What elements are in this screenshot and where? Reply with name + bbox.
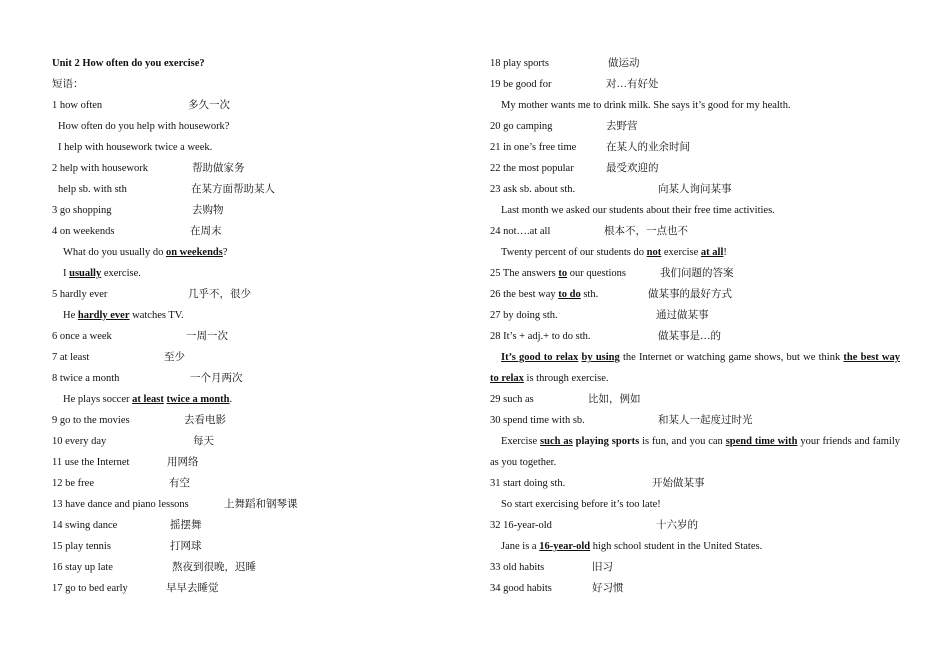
example-28 <box>490 347 900 389</box>
phrase-en: 30 spend time with sb. <box>490 415 585 426</box>
example-23: Last month we asked our students about their free time activities. <box>501 205 775 216</box>
text: Twenty percent of our students do <box>501 247 647 258</box>
phrase-zh: 通过做某事 <box>656 310 709 321</box>
phrase-zh: 做某事的最好方式 <box>648 289 732 300</box>
left-column <box>52 53 452 599</box>
text: What do you usually do <box>63 247 166 258</box>
text: I <box>63 268 70 279</box>
phrase-en: 34 good habits <box>490 583 552 594</box>
text: watches TV. <box>129 310 184 321</box>
phrase-zh: 我们问题的答案 <box>660 268 734 279</box>
text: 26 the best way <box>490 289 559 300</box>
phrase-27 <box>490 305 902 326</box>
text: exercise. <box>101 268 141 279</box>
phrase-zh: 几乎不，很少 <box>188 289 251 300</box>
phrase-en: 17 go to bed early <box>52 583 128 594</box>
phrase-zh: 向某人询问某事 <box>658 184 732 195</box>
phrase-en: 15 play tennis <box>52 541 111 552</box>
phrase-en: 24 not….at all <box>490 226 551 237</box>
key-phrase: 16-year-old <box>539 541 591 552</box>
phrase-13 <box>52 494 452 515</box>
phrase-en: 11 use the Internet <box>52 457 130 468</box>
phrase-9 <box>52 410 452 431</box>
phrase-21 <box>490 137 902 158</box>
phrase-en: 1 how often <box>52 100 103 111</box>
phrase-en: 4 on weekends <box>52 226 115 237</box>
key-phrase: not <box>646 247 662 258</box>
text: sth. <box>580 289 599 300</box>
phrase-zh: 做运动 <box>608 58 640 69</box>
phrase-zh: 帮助做家务 <box>192 163 245 174</box>
phrase-24 <box>490 221 902 242</box>
phrase-en: 6 once a week <box>52 331 112 342</box>
phrase-en: 14 swing dance <box>52 520 118 531</box>
phrase-18 <box>490 53 902 74</box>
phrase-zh: 上舞蹈和钢琴课 <box>224 499 298 510</box>
example-4b <box>52 263 452 284</box>
phrase-zh: 去看电影 <box>184 415 226 426</box>
phrase-en: 19 be good for <box>490 79 552 90</box>
key-phrase: by using <box>581 352 620 363</box>
example-5 <box>52 305 452 326</box>
phrase-zh: 去野营 <box>606 121 638 132</box>
phrase-zh: 在某人的业余时间 <box>606 142 690 153</box>
text: Exercise <box>501 436 541 447</box>
text: your friends and family as you together. <box>490 436 900 468</box>
phrase-en: 22 the most popular <box>490 163 574 174</box>
text: ! <box>723 247 727 258</box>
example-1b: I help with housework twice a week. <box>58 142 213 153</box>
phrase-en: 28 It’s + adj.+ to do sth. <box>490 331 591 342</box>
phrase-zh: 多久一次 <box>188 100 230 111</box>
phrase-en: 27 by doing sth. <box>490 310 558 321</box>
phrase-11 <box>52 452 452 473</box>
phrase-zh: 开始做某事 <box>652 478 705 489</box>
phrase-5 <box>52 284 452 305</box>
phrase-14 <box>52 515 452 536</box>
phrase-en: 29 such as <box>490 394 534 405</box>
phrase-25 <box>490 263 902 284</box>
phrase-2 <box>52 158 452 179</box>
phrase-12 <box>52 473 452 494</box>
text: ? <box>222 247 228 258</box>
phrase-16 <box>52 557 452 578</box>
phrase-15 <box>52 536 452 557</box>
phrase-20 <box>490 116 902 137</box>
example-32 <box>490 536 902 557</box>
phrase-en: 20 go camping <box>490 121 553 132</box>
phrase-10 <box>52 431 452 452</box>
phrase-17 <box>52 578 452 599</box>
phrase-zh: 旧习 <box>592 562 613 573</box>
phrase-26 <box>490 284 902 305</box>
phrase-zh: 好习惯 <box>592 583 624 594</box>
phrase-3 <box>52 200 452 221</box>
key-phrase: on weekends <box>165 247 223 258</box>
phrase-en: 3 go shopping <box>52 205 112 216</box>
key-phrase: at least <box>132 394 164 405</box>
phrase-32 <box>490 515 902 536</box>
phrase-zh: 对…有好处 <box>606 79 659 90</box>
phrase-en: 23 ask sb. about sth. <box>490 184 576 195</box>
phrase-29 <box>490 389 902 410</box>
phrase-en: 10 every day <box>52 436 107 447</box>
phrase-30 <box>490 410 902 431</box>
phrases-label: 短语： <box>52 79 84 90</box>
key-phrase: spend time with <box>725 436 798 447</box>
phrase-en: 33 old habits <box>490 562 545 573</box>
phrase-zh: 打网球 <box>170 541 202 552</box>
bold-phrase: playing sports <box>575 436 640 447</box>
phrase-7 <box>52 347 452 368</box>
phrase-en: 13 have dance and piano lessons <box>52 499 189 510</box>
example-4a <box>52 242 452 263</box>
phrase-zh: 十六岁的 <box>656 520 698 531</box>
phrase-en: 16 stay up late <box>52 562 113 573</box>
phrase-zh: 和某人一起度过时光 <box>658 415 753 426</box>
example-19: My mother wants me to drink milk. She says it’s good for my health. <box>501 100 791 111</box>
text: Jane is a <box>501 541 540 552</box>
phrase-33 <box>490 557 902 578</box>
text: exercise <box>661 247 701 258</box>
text: the Internet or watching game shows, but we think <box>619 352 844 363</box>
key-phrase: twice a month <box>166 394 230 405</box>
text: He plays soccer <box>63 394 133 405</box>
phrase-en <box>490 263 626 284</box>
phrase-en: 21 in one’s free time <box>490 142 577 153</box>
unit-title: Unit 2 How often do you exercise? <box>52 58 205 69</box>
phrase-en: 2 help with housework <box>52 163 148 174</box>
key-phrase: such as <box>540 436 573 447</box>
text: is fun, and you can <box>639 436 726 447</box>
phrase-1 <box>52 95 452 116</box>
key-phrase: to do <box>558 289 581 300</box>
text: high school student in the United States. <box>590 541 763 552</box>
phrase-zh: 比如，例如 <box>588 394 641 405</box>
phrase-zh: 用网络 <box>167 457 199 468</box>
phrase-en: 8 twice a month <box>52 373 120 384</box>
phrase-zh: 至少 <box>164 352 185 363</box>
phrase-4 <box>52 221 452 242</box>
phrase-28 <box>490 326 902 347</box>
phrase-en: 18 play sports <box>490 58 549 69</box>
phrase-en: 9 go to the movies <box>52 415 130 426</box>
text: 25 The answers <box>490 268 559 279</box>
phrase-zh: 熬夜到很晚，迟睡 <box>172 562 256 573</box>
phrase-zh: 根本不，一点也不 <box>604 226 688 237</box>
example-31: So start exercising before it’s too late! <box>501 499 661 510</box>
key-phrase: the best way to relax <box>490 352 901 384</box>
phrase-zh: 最受欢迎的 <box>606 163 659 174</box>
phrase-31 <box>490 473 902 494</box>
phrase-zh: 去购物 <box>192 205 224 216</box>
phrase-34 <box>490 578 902 599</box>
phrase-en: 31 start doing sth. <box>490 478 566 489</box>
text: He <box>63 310 78 321</box>
key-phrase: to <box>558 268 568 279</box>
phrase-23 <box>490 179 902 200</box>
phrase-zh: 在周末 <box>190 226 222 237</box>
phrase-8 <box>52 368 452 389</box>
text: . <box>229 394 233 405</box>
key-phrase: usually <box>69 268 102 279</box>
phrase-22 <box>490 158 902 179</box>
phrase-en <box>490 284 598 305</box>
phrase-zh: 在某方面帮助某人 <box>191 184 275 195</box>
phrase-en: 7 at least <box>52 352 90 363</box>
phrase-zh: 一周一次 <box>186 331 228 342</box>
key-phrase: at all <box>700 247 724 258</box>
right-column <box>490 53 902 599</box>
text: is through exercise. <box>523 373 609 384</box>
phrase-zh: 有空 <box>169 478 190 489</box>
example-24 <box>490 242 902 263</box>
text: our questions <box>567 268 627 279</box>
example-8 <box>52 389 452 410</box>
phrase-en: 12 be free <box>52 478 94 489</box>
phrase-en: 5 hardly ever <box>52 289 108 300</box>
key-phrase: hardly ever <box>77 310 130 321</box>
phrase-2b <box>52 179 452 200</box>
phrase-zh: 摇摆舞 <box>170 520 202 531</box>
phrase-zh: 做某事是…的 <box>658 331 721 342</box>
phrase-en: 32 16-year-old <box>490 520 552 531</box>
phrase-6 <box>52 326 452 347</box>
phrase-en: help sb. with sth <box>58 184 127 195</box>
example-1a: How often do you help with housework? <box>58 121 230 132</box>
example-30 <box>490 431 900 473</box>
phrase-zh: 一个月两次 <box>190 373 243 384</box>
phrase-19 <box>490 74 902 95</box>
key-phrase: It’s good to relax <box>501 352 579 363</box>
phrase-zh: 每天 <box>193 436 214 447</box>
phrase-zh: 早早去睡觉 <box>166 583 219 594</box>
